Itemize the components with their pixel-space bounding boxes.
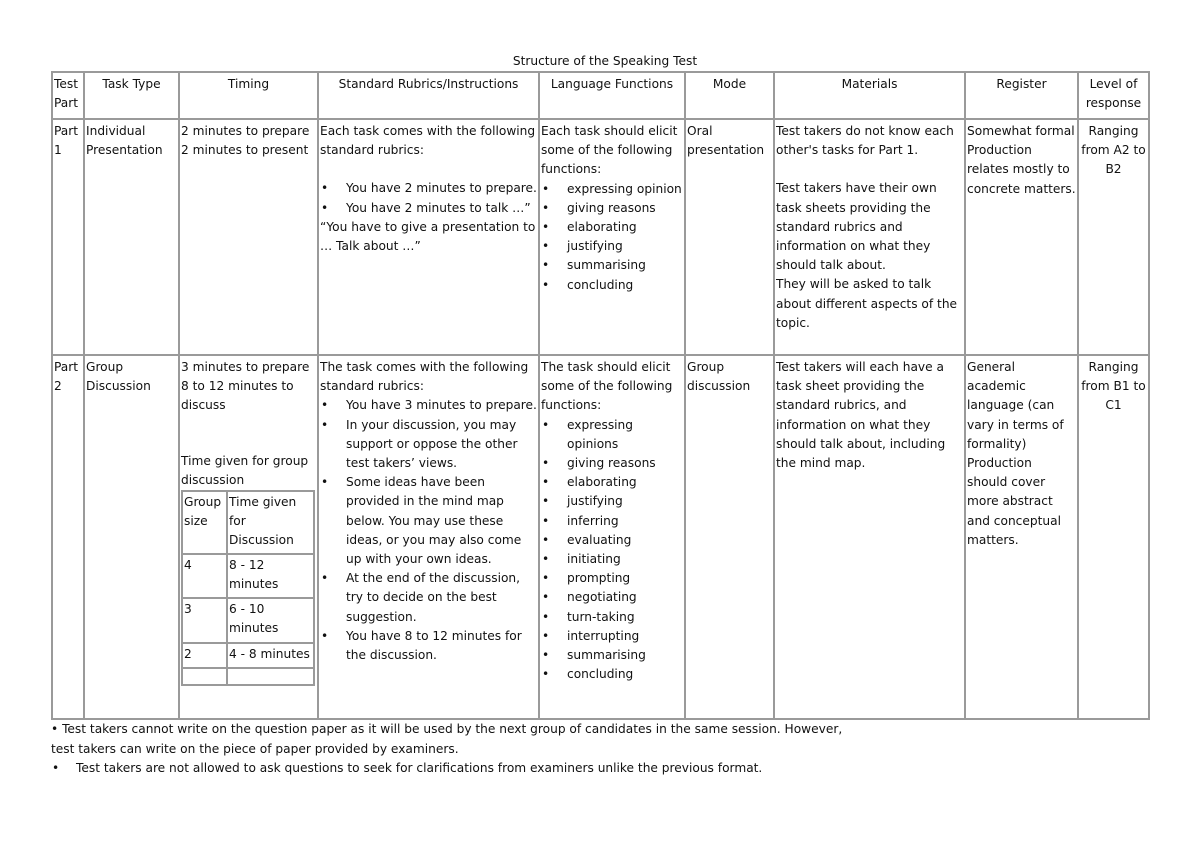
table-row-part-2 (52, 355, 1149, 719)
timing-line: 2 minutes to prepare (181, 124, 310, 138)
bullet-icon: • (542, 513, 550, 528)
functions-intro: The task should elicit some of the following functions: (541, 360, 673, 413)
bullet-icon: • (542, 258, 550, 273)
bullet-icon: • (321, 417, 329, 432)
timing-cell (179, 355, 318, 719)
timing-cell (179, 119, 318, 355)
list-item: • expressing opinion (541, 180, 683, 199)
list-item: • giving reasons (541, 454, 683, 473)
rubrics-list (320, 179, 537, 217)
task-type: Individual Presentation (84, 119, 179, 355)
materials-cell (774, 355, 965, 719)
list-item: • justifying (541, 492, 683, 511)
rubrics-cell (318, 355, 539, 719)
header-language-functions: Language Functions (539, 72, 685, 119)
speaking-test-table (51, 71, 1150, 720)
bullet-icon: • (321, 571, 329, 586)
bullet-icon: • (542, 590, 550, 605)
materials-paragraph: Test takers will each have a task sheet providing the standard rubrics, and information on what they should talk about, including the mind map. (776, 360, 946, 471)
table-row (182, 491, 314, 554)
time-given-value: 8 - 12 minutes (227, 554, 314, 598)
bullet-icon: • (542, 494, 550, 509)
bullet-icon: • (542, 628, 550, 643)
rubrics-cell (318, 119, 539, 355)
level-cell: Ranging from A2 to B2 (1078, 119, 1149, 355)
bullet-icon: • (52, 761, 60, 775)
table-row (182, 668, 314, 685)
bullet-icon: • (542, 571, 550, 586)
part-label: Part 2 (52, 355, 84, 719)
rubrics-intro: Each task comes with the following standard rubrics: (320, 124, 536, 158)
time-given-value: 6 - 10 minutes (227, 598, 314, 643)
list-item: • turn-taking (541, 608, 683, 627)
list-item: • initiating (541, 550, 683, 569)
materials-paragraph: Test takers have their own task sheets providing the standard rubrics and information on what they should talk about. (776, 181, 937, 273)
bullet-icon: • (321, 200, 329, 215)
rubrics-outro: “You have to give a presentation to … Talk about …” (320, 219, 536, 254)
materials-cell (774, 119, 965, 355)
header-row (52, 72, 1149, 119)
materials-paragraph: They will be asked to talk about different aspects of the topic. (776, 277, 958, 330)
bullet-icon: • (321, 398, 329, 413)
list-item: • In your discussion, you may support or oppose the other test takers’ views. (321, 417, 518, 471)
list-item: • At the end of the discussion, try to decide on the best suggestion. (321, 571, 521, 624)
bullet-icon: • (321, 475, 329, 490)
table-row-part-1 (52, 119, 1149, 355)
list-item: • inferring (541, 512, 683, 531)
functions-cell (539, 355, 685, 719)
functions-list (541, 180, 683, 295)
functions-intro: Each task should elicit some of the following functions: (541, 124, 678, 177)
header-register: Register (965, 72, 1078, 119)
register-cell: General academic language (can vary in terms of formality) Production should cover more abstract and conceptual matters. (965, 355, 1078, 719)
header-level: Level of response (1078, 72, 1149, 119)
table-row (182, 554, 314, 598)
list-item: • interrupting (541, 627, 683, 646)
footnote-line: • Test takers are not allowed to ask questions to seek for clarifications from examiners unlike the previous format. (51, 759, 842, 779)
footnotes (51, 720, 842, 779)
header-mode: Mode (685, 72, 774, 119)
table-row (182, 598, 314, 643)
functions-cell (539, 119, 685, 355)
bullet-icon: • (542, 220, 550, 235)
group-size-header: Group size (182, 491, 227, 554)
header-test-part: Test Part (52, 72, 84, 119)
list-item: • You have 8 to 12 minutes for the discussion. (321, 628, 522, 663)
list-item: • prompting (541, 569, 683, 588)
rubrics-intro: The task comes with the following standard rubrics: (320, 360, 529, 394)
bullet-icon: • (542, 552, 550, 567)
part-label: Part 1 (52, 119, 84, 355)
mode-cell: Oral presentation (685, 119, 774, 355)
rubrics-list (320, 396, 537, 665)
bullet-icon: • (542, 239, 550, 254)
group-size-table (181, 490, 315, 686)
bullet-icon: • (542, 456, 550, 471)
list-item: • giving reasons (541, 199, 683, 218)
list-item: • expressing opinions (542, 417, 634, 451)
list-item: • elaborating (541, 473, 683, 492)
bullet-icon: • (542, 667, 550, 682)
table-row (182, 643, 314, 668)
list-item: • concluding (541, 276, 683, 295)
task-type: Group Discussion (84, 355, 179, 719)
bullet-icon: • (542, 475, 550, 490)
list-item: • You have 2 minutes to prepare. (320, 179, 537, 198)
footnote-line: • Test takers cannot write on the question paper as it will be used by the next group of candidates in the same session. However, (51, 722, 843, 736)
list-item: • You have 2 minutes to talk …” (320, 199, 537, 218)
list-item: • evaluating (541, 531, 683, 550)
time-given-value: 4 - 8 minutes (227, 643, 314, 668)
materials-paragraph: Test takers do not know each other's tasks for Part 1. (776, 124, 954, 158)
bullet-icon: • (542, 648, 550, 663)
bullet-icon: • (542, 532, 550, 547)
header-rubrics: Standard Rubrics/Instructions (318, 72, 539, 119)
list-item: • You have 3 minutes to prepare. (320, 396, 537, 415)
footnote-line: test takers can write on the piece of paper provided by examiners. (51, 741, 459, 756)
timing-line: 8 to 12 minutes to discuss (181, 379, 294, 413)
mode-cell: Group discussion (685, 355, 774, 719)
list-item: • justifying (541, 237, 683, 256)
bullet-icon: • (542, 609, 550, 624)
level-cell: Ranging from B1 to C1 (1078, 355, 1149, 719)
timing-line: 3 minutes to prepare (181, 360, 310, 374)
bullet-icon: • (542, 181, 550, 196)
register-cell: Somewhat formal Production relates mostly to concrete matters. (965, 119, 1078, 355)
group-size-value: 4 (182, 554, 227, 598)
bullet-icon: • (321, 181, 329, 196)
group-size-value: 3 (182, 598, 227, 643)
list-item: • Some ideas have been provided in the mind map below. You may use these ideas, or you may also come up with your own ideas. (321, 475, 522, 567)
list-item: • summarising (541, 256, 683, 275)
timing-caption: Time given for group discussion (181, 453, 309, 487)
list-item: • concluding (541, 665, 683, 684)
time-given-header: Time given for Discussion (227, 491, 314, 554)
bullet-icon: • (542, 200, 550, 215)
list-item: • elaborating (541, 218, 683, 237)
bullet-icon: • (542, 417, 550, 432)
list-item: • summarising (541, 646, 683, 665)
timing-line: 2 minutes to present (181, 143, 309, 158)
bullet-icon: • (321, 628, 329, 643)
bullet-icon: • (542, 277, 550, 292)
header-task-type: Task Type (84, 72, 179, 119)
header-materials: Materials (774, 72, 965, 119)
group-size-value: 2 (182, 643, 227, 668)
functions-list (541, 416, 683, 685)
list-item: • negotiating (541, 588, 683, 607)
page-title: Structure of the Speaking Test (512, 54, 698, 68)
header-timing: Timing (179, 72, 318, 119)
